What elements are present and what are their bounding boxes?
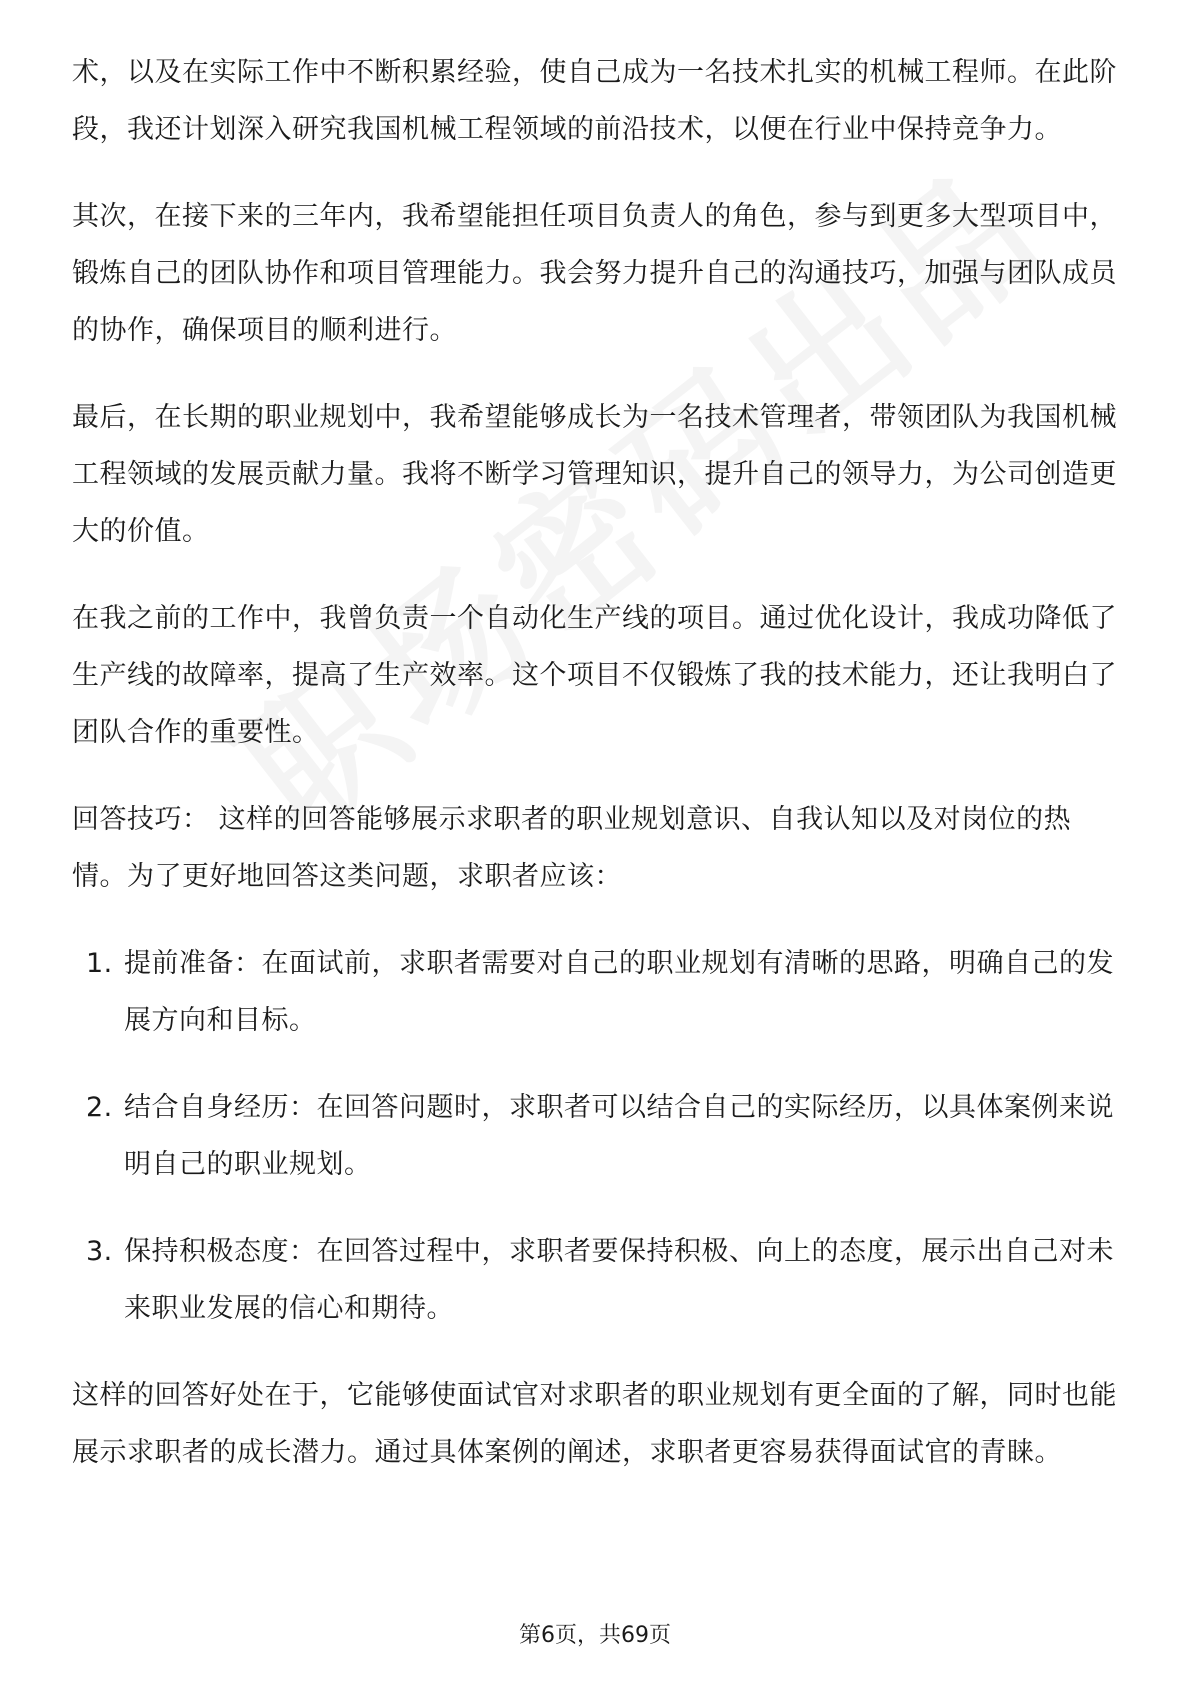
list-item <box>72 1079 1122 1193</box>
paragraph-long-term: 最后，在长期的职业规划中，我希望能够成长为一名技术管理者，带领团队为我国机械工程领域的发展贡献力量。我将不断学习管理知识，提升自己的领导力，为公司创造更大的价值。 <box>72 402 1117 547</box>
list-item <box>72 935 1122 1049</box>
paragraph-skills: 术，以及在实际工作中不断积累经验，使自己成为一名技术扎实的机械工程师。在此阶段，我还计划深入研究我国机械工程领域的前沿技术，以便在行业中保持竞争力。 <box>72 57 1117 145</box>
page-content <box>72 44 1122 1511</box>
list-item-text: 提前准备：在面试前，求职者需要对自己的职业规划有清晰的思路，明确自己的发展方向和目标。 <box>124 948 1114 1036</box>
paragraph-closing: 这样的回答好处在于，它能够使面试官对求职者的职业规划有更全面的了解，同时也能展示求职者的成长潜力。通过具体案例的阐述，求职者更容易获得面试官的青睐。 <box>72 1380 1117 1468</box>
paragraph-mid-term: 其次，在接下来的三年内，我希望能担任项目负责人的角色，参与到更多大型项目中，锻炼自己的团队协作和项目管理能力。我会努力提升自己的沟通技巧，加强与团队成员的协作，确保项目的顺利进行。 <box>72 201 1117 346</box>
paragraph-answer-tips: 回答技巧： 这样的回答能够展示求职者的职业规划意识、自我认知以及对岗位的热情。为了更好地回答这类问题，求职者应该： <box>72 804 1072 892</box>
list-item-number: 2. <box>86 1092 113 1123</box>
tips-list <box>72 935 1122 1337</box>
list-item-text: 结合自身经历：在回答问题时，求职者可以结合自己的实际经历，以具体案例来说明自己的职业规划。 <box>124 1092 1114 1180</box>
page-number: 第6页，共69页 <box>519 1623 671 1648</box>
list-item <box>72 1223 1122 1337</box>
list-item-number: 1. <box>86 948 113 979</box>
paragraph-past-project: 在我之前的工作中，我曾负责一个自动化生产线的项目。通过优化设计，我成功降低了生产线的故障率，提高了生产效率。这个项目不仅锻炼了我的技术能力，还让我明白了团队合作的重要性。 <box>72 603 1117 748</box>
list-item-text: 保持积极态度：在回答过程中，求职者要保持积极、向上的态度，展示出自己对未来职业发展的信心和期待。 <box>124 1236 1114 1324</box>
list-item-number: 3. <box>86 1236 113 1267</box>
